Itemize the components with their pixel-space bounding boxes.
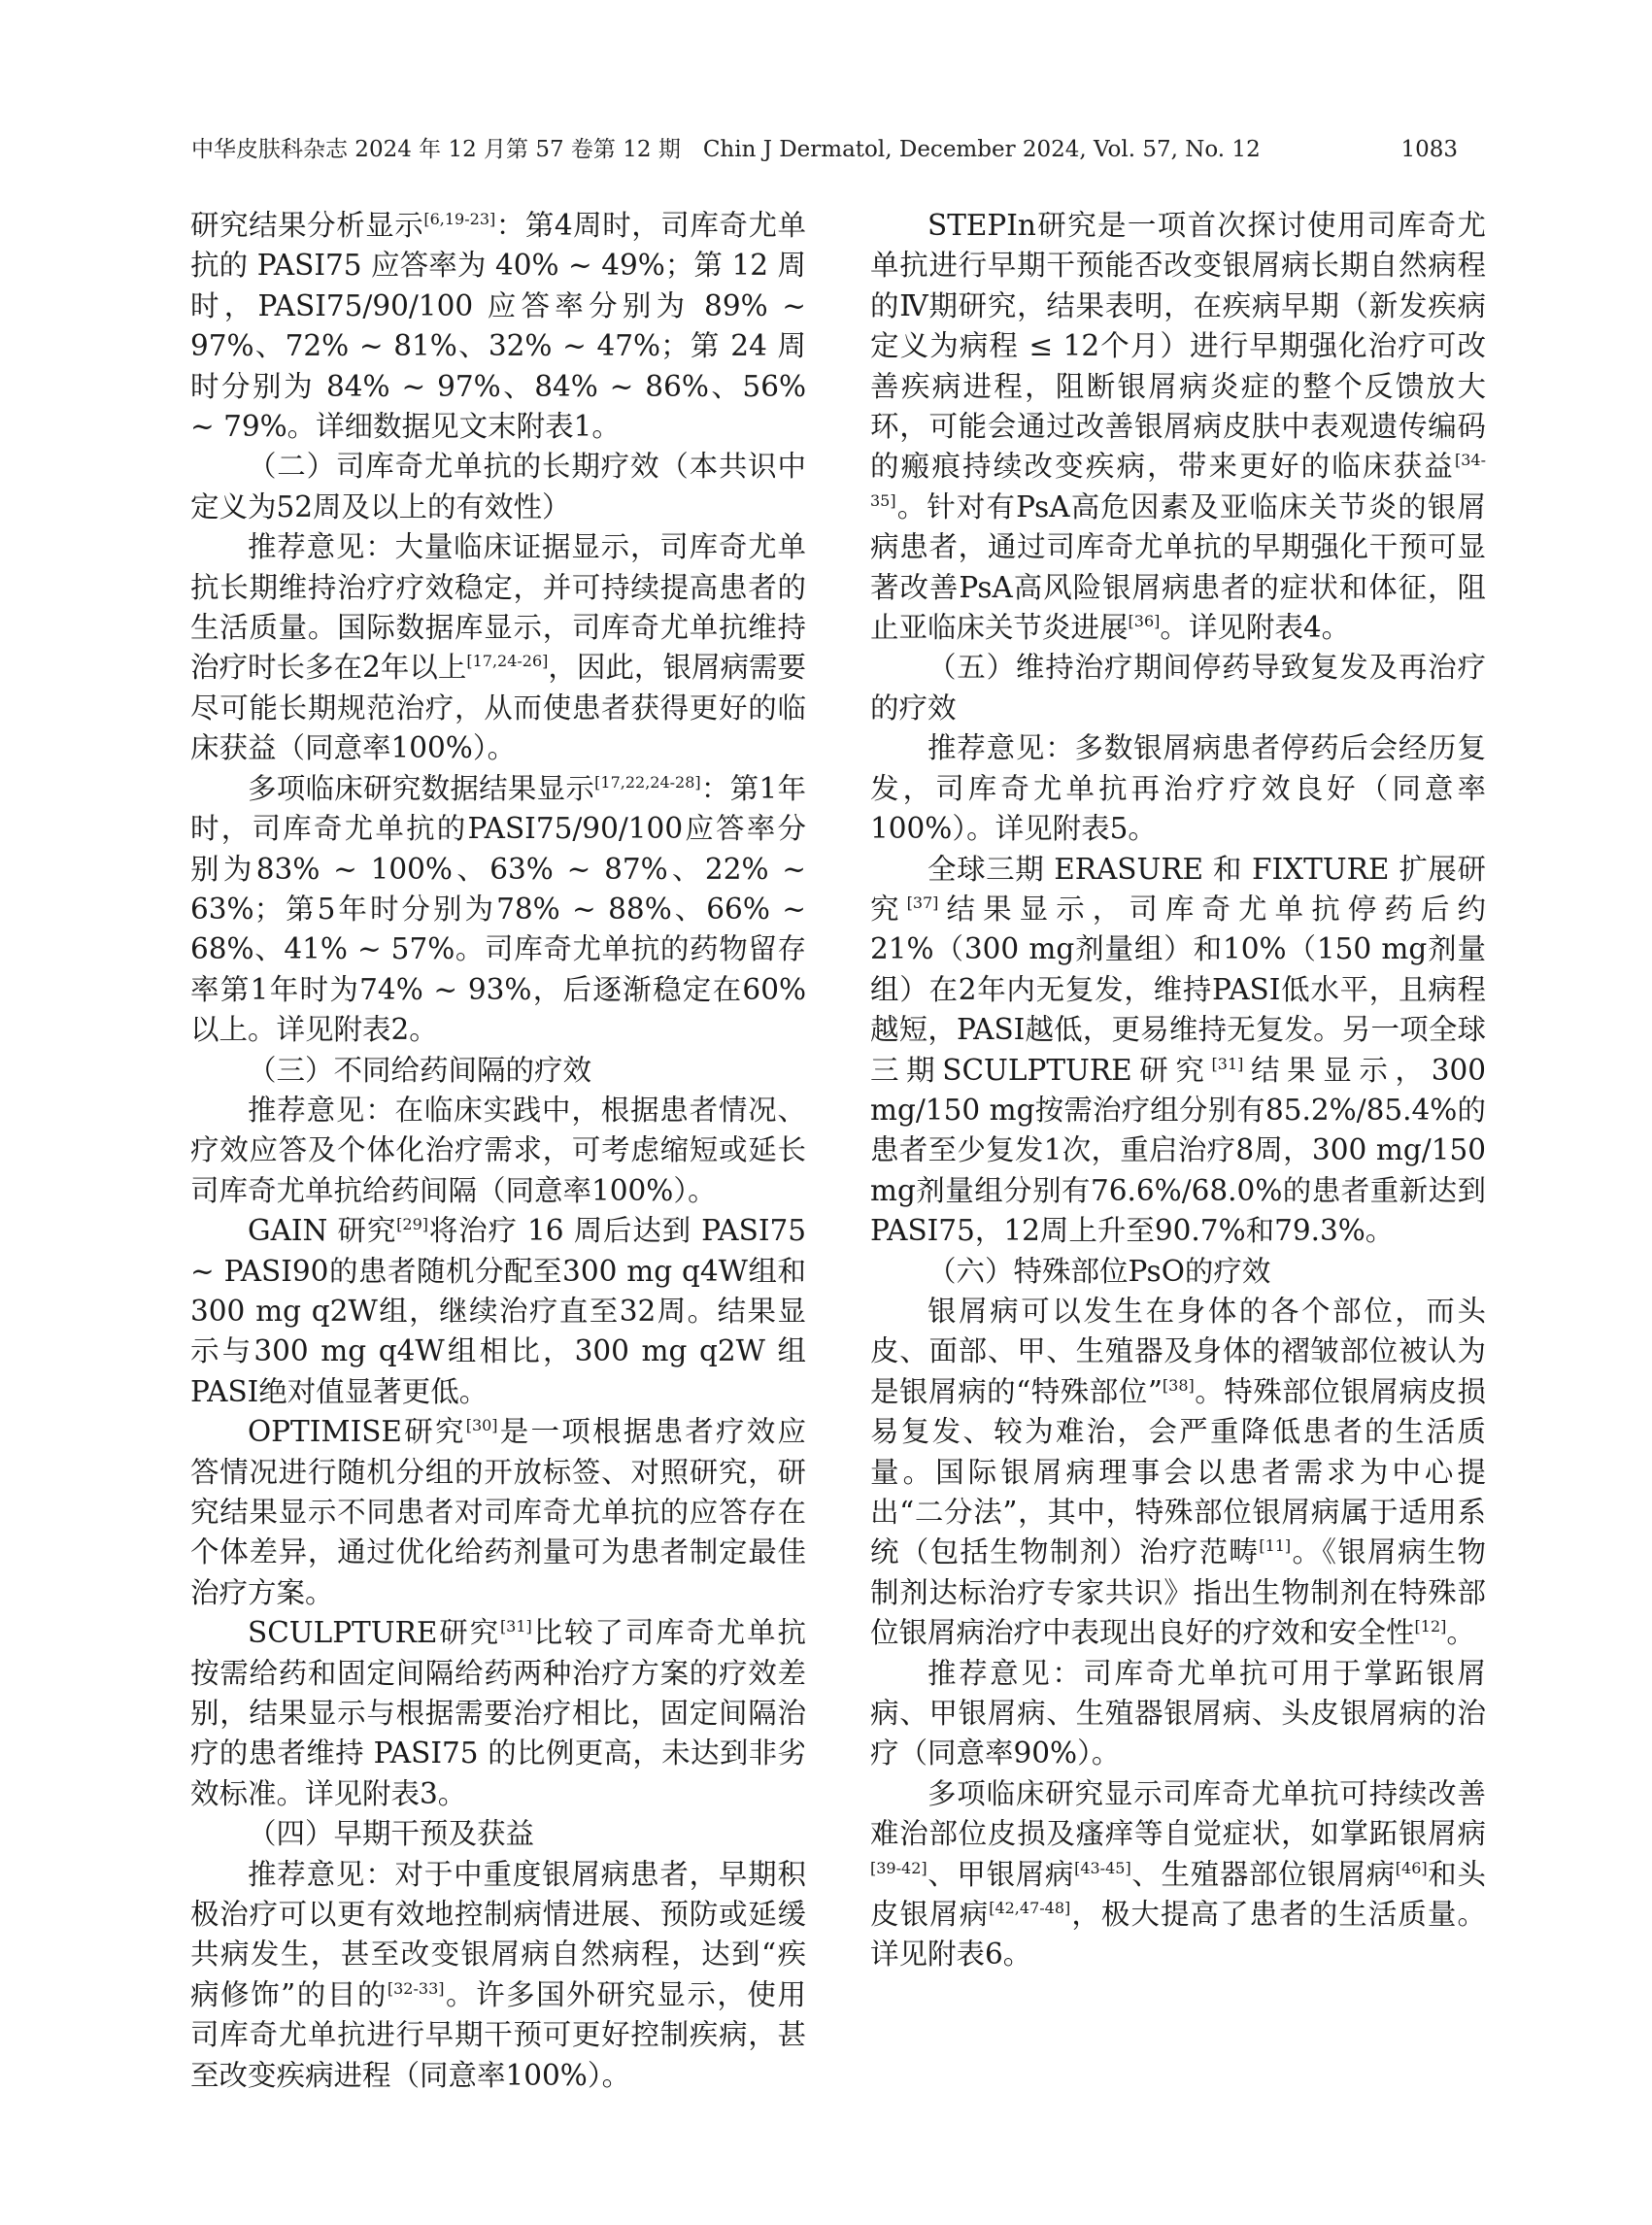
citation-reference: [6,19-23] [423,210,496,229]
paragraph [190,1091,806,1211]
paragraph-text: OPTIMISE研究 [248,1415,466,1449]
citation-reference: [43-45] [1074,1858,1131,1877]
paragraph [190,1613,806,1814]
paragraph-text: 。特殊部位银屑病皮损易复发、较为难治，会严重降低患者的生活质量。国际银屑病理事会以患者需求为中心提出“二分法”，其中，特殊部位银屑病属于适用系统（包括生物制剂）治疗范畴 [870,1374,1486,1569]
page-number: 1083 [1400,137,1458,162]
citation-reference: [37] [906,893,939,913]
paragraph-text: 结果显示，司库奇尤单抗停药后约21%（300 mg剂量组）和10%（150 mg剂量组）在2年内无复发，维持PASI低水平，且病程越短，PASI越低，更易维持无复发。另一项全球三期SCULPTURE研究 [870,892,1486,1087]
paragraph-text: ：第4周时，司库奇尤单抗的 PASI75 应答率为 40% ~ 49%；第 12 周时，PASI75/90/100 应答率分别为 89% ~ 97%、72% ~ 81%、32% ~ 47%；第 24 周时分别为 84% ~ 97%、84% ~ 86%、56% ~ 79%。详细数据见文末附表1。 [190,209,806,444]
paragraph-text: 推荐意见：大量临床证据显示，司库奇尤单抗长期维持治疗疗效稳定，并可持续提高患者的生活质量。国际数据库显示，司库奇尤单抗维持治疗时长多在2年以上 [190,530,806,685]
paragraph-text: 推荐意见：多数银屑病患者停药后会经历复发，司库奇尤单抗再治疗疗效良好（同意率100%）。详见附表5。 [870,731,1486,846]
citation-reference: [11] [1259,1536,1292,1556]
paragraph [190,1412,806,1613]
paragraph-text: 。详见附表4。 [1160,611,1351,645]
paragraph-text: 将治疗 16 周后达到 PASI75 ~ PASI90的患者随机分配至300 mg q4W组和300 mg q2W组，继续治疗直至32周。结果显示与300 mg q4W组相比，300 mg q2W 组PASI绝对值显著更低。 [190,1214,807,1408]
paragraph-text: 多项临床研究显示司库奇尤单抗可持续改善难治部位皮损及瘙痒等自觉症状，如掌跖银屑病 [870,1776,1486,1851]
citation-reference: [12] [1414,1617,1447,1636]
citation-reference: [32-33] [387,1979,445,1999]
paragraph-text: （二）司库奇尤单抗的长期疗效（本共识中定义为52周及以上的有效性） [190,450,806,523]
citation-reference: [29] [396,1215,429,1234]
citation-reference: [46] [1395,1858,1428,1877]
paragraph-text: 结果显示，300 mg/150 mg按需治疗组分别有85.2%/85.4%的患者至少复发1次，重启治疗8周，300 mg/150 mg剂量组分别有76.6%/68.0%的患者重新达到PASI75，12周上升至90.7%和79.3%。 [870,1053,1486,1248]
paragraph [190,1855,806,2096]
citation-reference: [30] [465,1416,498,1435]
paragraph-text: 和头皮银屑病 [870,1857,1486,1932]
paragraph [870,1654,1486,1774]
paragraph-text: 。《银屑病生物制剂达标治疗专家共识》指出生物制剂在特殊部位银屑病治疗中表现出良好的疗效和安全性 [870,1535,1486,1650]
paragraph [190,527,806,768]
citation-reference: [34-35] [870,451,1486,511]
citation-reference: [42,47-48] [989,1899,1071,1918]
citation-reference: [31] [1211,1054,1244,1073]
paragraph [190,1814,806,1854]
paragraph-text: 。针对有PsA高危因素及亚临床关节炎的银屑病患者，通过司库奇尤单抗的早期强化干预可显著改善PsA高风险银屑病患者的症状和体征，阻止亚临床关节炎进展 [870,489,1486,645]
paragraph-text: 、生殖器部位银屑病 [1130,1857,1396,1891]
paragraph-text: SCULPTURE研究 [248,1616,500,1650]
paragraph [870,1774,1486,1975]
paragraph-text: （三）不同给药间隔的疗效 [248,1053,592,1087]
paragraph-text: 全球三期 ERASURE 和 FIXTURE 扩展研究 [870,852,1486,926]
paragraph-text: 推荐意见：对于中重度银屑病患者，早期积极治疗可以更有效地控制病情进展、预防或延缓共病发生，甚至改变银屑病自然病程，达到“疾病修饰”的目的 [190,1857,806,2011]
paragraph [870,206,1486,648]
citation-reference: [39-42] [870,1858,927,1877]
paragraph [870,850,1486,1252]
paragraph-text: 银屑病可以发生在身体的各个部位，而头皮、面部、甲、生殖器及身体的褶皱部位被认为是银屑病的“特殊部位” [870,1294,1486,1408]
paragraph-text: 比较了司库奇尤单抗按需给药和固定间隔给药两种治疗方案的疗效差别，结果显示与根据需要治疗相比，固定间隔治疗的患者维持 PASI75 的比例更高，未达到非劣效标准。详见附表3。 [190,1616,806,1810]
paragraph-text: 推荐意见：司库奇尤单抗可用于掌跖银屑病、甲银屑病、生殖器银屑病、头皮银屑病的治疗（同意率90%）。 [870,1656,1486,1770]
citation-reference: [36] [1128,612,1161,631]
citation-reference: [31] [499,1617,532,1636]
paragraph [190,769,806,1051]
paragraph-text: GAIN 研究 [248,1214,397,1248]
paragraph [870,1252,1486,1292]
paragraph [190,206,806,447]
paragraph-text: ，极大提高了患者的生活质量。详见附表6。 [870,1898,1486,1972]
paragraph-text: （六）特殊部位PsO的疗效 [927,1254,1271,1288]
paragraph-text: 推荐意见：在临床实践中，根据患者情况、疗效应答及个体化治疗需求，可考虑缩短或延长司库奇尤单抗给药间隔（同意率100%）。 [190,1093,806,1207]
paragraph-text: 多项临床研究数据结果显示 [248,771,595,805]
citation-reference: [17,24-26] [466,652,549,671]
paragraph-text: ：第1年时，司库奇尤单抗的PASI75/90/100应答率分别为83% ~ 100%、63% ~ 87%、22% ~ 63%；第5年时分别为78% ~ 88%、66% ~ 68%、41% ~ 57%。司库奇尤单抗的药物留存率第1年时为74% ~ 93%，后逐渐稳定在60%以上。详见附表2。 [190,771,806,1047]
paragraph-text: 是一项根据患者疗效应答情况进行随机分组的开放标签、对照研究，研究结果显示不同患者对司库奇尤单抗的应答存在个体差异，通过优化给药剂量可为患者制定最佳治疗方案。 [190,1415,806,1609]
citation-reference: [38] [1162,1375,1195,1395]
paragraph [190,447,806,527]
paragraph-text: 研究结果分析显示 [190,209,424,242]
right-column [870,206,1486,1975]
paragraph-text: （四）早期干预及获益 [248,1817,535,1851]
paragraph-text: （五）维持治疗期间停药导致复发及再治疗的疗效 [870,651,1486,725]
paragraph-text: 。 [1446,1616,1475,1650]
running-header [191,130,1458,169]
journal-citation: 中华皮肤科杂志 2024 年 12 月第 57 卷第 12 期 Chin J Dermatol, December 2024, Vol. 57, No. 12 [191,137,1261,162]
paragraph [870,648,1486,728]
paragraph [870,728,1486,849]
citation-reference: [17,22,24-28] [594,772,701,792]
paragraph-text: 。许多国外研究显示，使用司库奇尤单抗进行早期干预可更好控制疾病，甚至改变疾病进程（同意率100%）。 [190,1977,806,2092]
paragraph-text: STEPIn研究是一项首次探讨使用司库奇尤单抗进行早期干预能否改变银屑病长期自然病程的Ⅳ期研究，结果表明，在疾病早期（新发疾病定义为病程 ≤ 12个月）进行早期强化治疗可改善疾病进程，阻断银屑病炎症的整个反馈放大环，可能会通过改善银屑病皮肤中表观遗传编码的瘢痕持续改变疾病，带来更好的临床获益 [870,209,1486,484]
paragraph [870,1292,1486,1654]
left-column [190,206,806,2096]
paragraph [190,1051,806,1091]
paragraph-text: ，因此，银屑病需要尽可能长期规范治疗，从而使患者获得更好的临床获益（同意率100%）。 [190,651,806,765]
paragraph-text: 、甲银屑病 [927,1857,1075,1891]
paragraph [190,1211,806,1412]
